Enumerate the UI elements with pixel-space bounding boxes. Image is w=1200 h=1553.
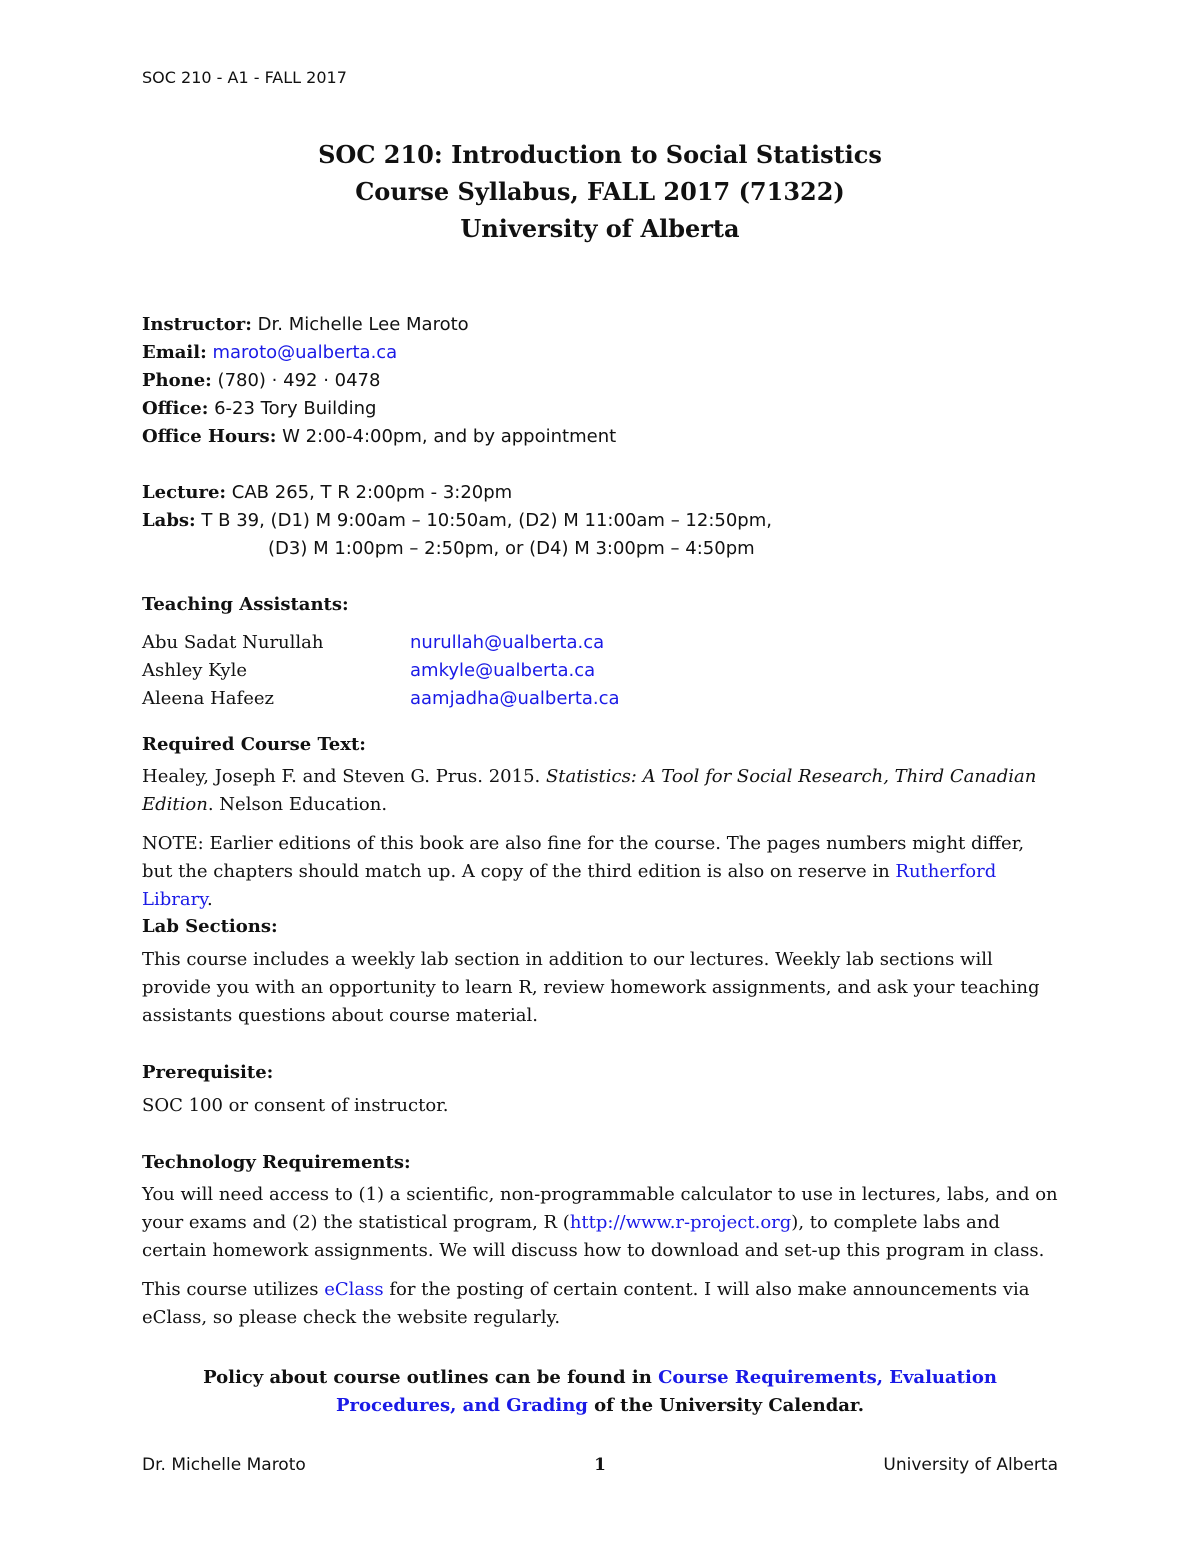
eclass-paragraph bbox=[142, 1276, 1058, 1332]
phone-label: Phone: bbox=[142, 370, 212, 391]
office-hours-row bbox=[142, 426, 616, 447]
citation-publisher: . Nelson Education. bbox=[207, 794, 388, 815]
university-calendar-link[interactable]: Course Requirements, Evaluation Procedures, and Grading bbox=[335, 1367, 997, 1416]
edition-note bbox=[142, 830, 1058, 914]
instructor-email-link[interactable]: maroto@ualberta.ca bbox=[212, 342, 398, 363]
technology-heading: Technology Requirements: bbox=[142, 1152, 411, 1173]
policy-text-end: of the University Calendar. bbox=[587, 1395, 865, 1416]
ta-name: Ashley Kyle bbox=[142, 660, 248, 681]
eclass-text: This course utilizes bbox=[142, 1279, 325, 1300]
instructor-name: Dr. Michelle Lee Maroto bbox=[257, 314, 469, 335]
syllabus-subtitle: Course Syllabus, FALL 2017 (71322) bbox=[355, 177, 845, 206]
labs-label: Labs: bbox=[142, 510, 196, 531]
ta-row bbox=[142, 688, 274, 709]
ta-email-link[interactable]: amkyle@ualberta.ca bbox=[410, 660, 596, 681]
prerequisite-heading: Prerequisite: bbox=[142, 1062, 274, 1083]
ta-row bbox=[142, 660, 247, 681]
running-head: SOC 210 - A1 - FALL 2017 bbox=[142, 68, 347, 87]
office-hours: W 2:00-4:00pm, and by appointment bbox=[282, 426, 617, 447]
ta-row bbox=[142, 632, 324, 653]
technology-paragraph bbox=[142, 1181, 1058, 1265]
footer-author: Dr. Michelle Maroto bbox=[142, 1455, 306, 1475]
instructor-row bbox=[142, 314, 469, 335]
ta-heading: Teaching Assistants: bbox=[142, 594, 349, 615]
office-label: Office: bbox=[142, 398, 209, 419]
office-location: 6-23 Tory Building bbox=[214, 398, 377, 419]
labs-times-line2: (D3) M 1:00pm – 2:50pm, or (D4) M 3:00pm – 4:50pm bbox=[268, 538, 755, 559]
lecture-label: Lecture: bbox=[142, 482, 227, 503]
phone-number: (780) · 492 · 0478 bbox=[217, 370, 381, 391]
labs-row bbox=[142, 510, 772, 531]
required-text-heading: Required Course Text: bbox=[142, 734, 366, 755]
r-project-link[interactable]: http://www.r-project.org bbox=[569, 1212, 792, 1233]
course-title: SOC 210: Introduction to Social Statistics bbox=[318, 140, 882, 169]
instructor-label: Instructor: bbox=[142, 314, 252, 335]
ta-name: Aleena Hafeez bbox=[142, 688, 274, 709]
eclass-text-end: for the posting of certain content. I will also make announcements via eClass, so please check the website regularly. bbox=[142, 1279, 1030, 1328]
ta-email-link[interactable]: nurullah@ualberta.ca bbox=[410, 632, 605, 653]
rutherford-library-link[interactable]: Rutherford Library bbox=[142, 861, 997, 910]
lecture-row bbox=[142, 482, 512, 503]
phone-row bbox=[142, 370, 380, 391]
citation-paragraph bbox=[142, 763, 1058, 819]
university-title: University of Alberta bbox=[460, 214, 740, 243]
lecture-time: CAB 265, T R 2:00pm - 3:20pm bbox=[231, 482, 513, 503]
labs-times-line1: T B 39, (D1) M 9:00am – 10:50am, (D2) M 11:00am – 12:50pm, bbox=[201, 510, 772, 531]
page-number: 1 bbox=[594, 1455, 606, 1475]
edition-note-end: . bbox=[206, 889, 213, 910]
ta-name: Abu Sadat Nurullah bbox=[142, 632, 324, 653]
lab-sections-heading: Lab Sections: bbox=[142, 916, 278, 937]
email-row bbox=[142, 342, 397, 363]
policy-text: Policy about course outlines can be found in bbox=[203, 1367, 659, 1388]
edition-note-text: NOTE: Earlier editions of this book are also fine for the course. The pages numbers might differ, but the chapters should match up. A copy of the third edition is also on reserve in bbox=[142, 833, 1025, 882]
citation-authors: Healey, Joseph F. and Steven G. Prus. 2015. bbox=[142, 766, 546, 787]
eclass-link[interactable]: eClass bbox=[324, 1279, 384, 1300]
policy-statement bbox=[152, 1364, 1048, 1420]
ta-email-link[interactable]: aamjadha@ualberta.ca bbox=[410, 688, 620, 709]
office-row bbox=[142, 398, 376, 419]
email-label: Email: bbox=[142, 342, 207, 363]
book-title: Statistics: A Tool for Social Research, Third Canadian Edition bbox=[142, 766, 1037, 815]
footer-university: University of Alberta bbox=[883, 1455, 1058, 1475]
lab-sections-body: This course includes a weekly lab section in addition to our lectures. Weekly lab sections will provide you with an opportunity to learn R, review homework assignments, and ask your teaching assistants questions about course material. bbox=[142, 949, 1040, 1026]
technology-text-end: ), to complete labs and certain homework assignments. We will discuss how to download and set-up this program in class. bbox=[142, 1212, 1045, 1261]
prerequisite-body: SOC 100 or consent of instructor. bbox=[142, 1095, 449, 1116]
office-hours-label: Office Hours: bbox=[142, 426, 277, 447]
technology-text: You will need access to (1) a scientific, non-programmable calculator to use in lectures, labs, and on your exams and (2) the statistical program, R ( bbox=[142, 1184, 1058, 1233]
